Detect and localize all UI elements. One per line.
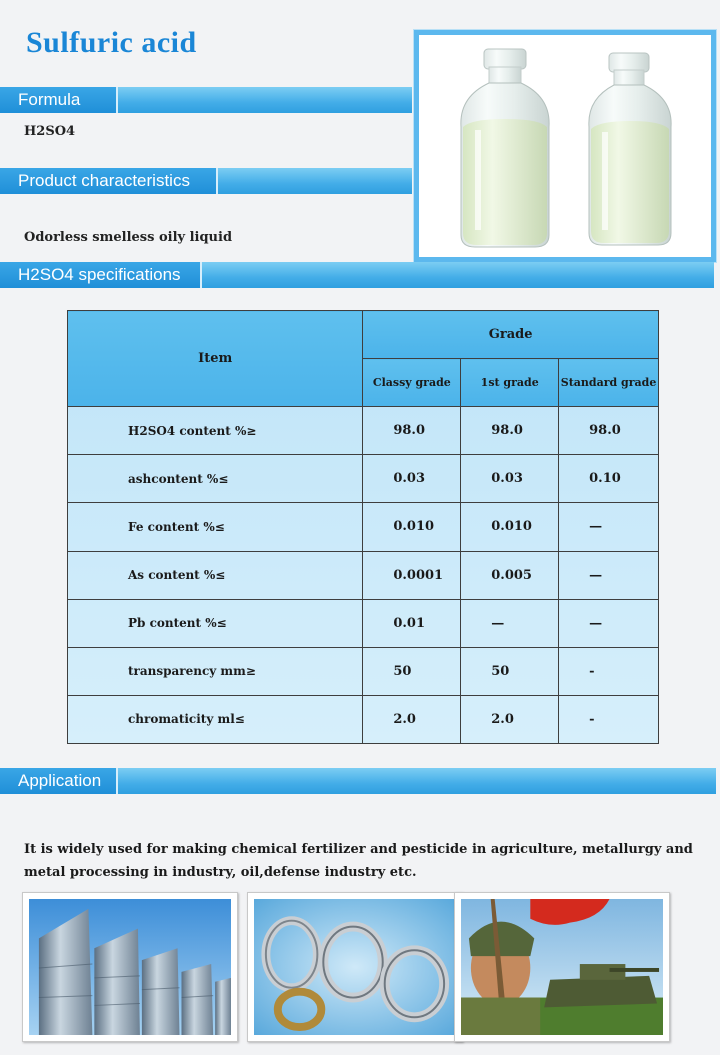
row-item: transparency mm≥ bbox=[68, 647, 363, 695]
row-value: — bbox=[559, 599, 659, 647]
application-heading: Application bbox=[0, 768, 118, 794]
specifications-table bbox=[67, 310, 659, 744]
product-photo bbox=[414, 30, 716, 262]
specifications-heading: H2SO4 specifications bbox=[0, 262, 202, 288]
row-value: 50 bbox=[461, 647, 559, 695]
row-value: 98.0 bbox=[559, 407, 659, 455]
bearings-photo bbox=[247, 892, 463, 1042]
row-value: 50 bbox=[363, 647, 461, 695]
grade-header: Grade bbox=[363, 311, 659, 359]
page-title: Sulfuric acid bbox=[26, 26, 197, 59]
row-value: 0.03 bbox=[461, 455, 559, 503]
row-value: - bbox=[559, 695, 659, 743]
formula-heading: Formula bbox=[0, 87, 118, 113]
defense-image bbox=[461, 899, 663, 1035]
row-item: chromaticity ml≤ bbox=[68, 695, 363, 743]
row-value: 0.10 bbox=[559, 455, 659, 503]
characteristics-text: Odorless smelless oily liquid bbox=[24, 230, 233, 245]
formula-value: H2SO4 bbox=[24, 124, 76, 139]
silo-photo bbox=[22, 892, 238, 1042]
row-item: Pb content %≤ bbox=[68, 599, 363, 647]
row-value: 0.03 bbox=[363, 455, 461, 503]
table-row bbox=[68, 503, 659, 551]
table-row bbox=[68, 407, 659, 455]
row-value: 2.0 bbox=[363, 695, 461, 743]
row-value: 0.01 bbox=[363, 599, 461, 647]
application-text: It is widely used for making chemical fertilizer and pesticide in agriculture, metallurgy and metal processing in industry, oil,defense industry etc. bbox=[24, 842, 693, 880]
row-item: As content %≤ bbox=[68, 551, 363, 599]
row-item: Fe content %≤ bbox=[68, 503, 363, 551]
defense-photo bbox=[454, 892, 670, 1042]
row-value: 0.010 bbox=[363, 503, 461, 551]
row-value: — bbox=[461, 599, 559, 647]
reagent-bottles-image bbox=[419, 35, 711, 257]
row-value: 2.0 bbox=[461, 695, 559, 743]
row-value: 0.0001 bbox=[363, 551, 461, 599]
table-row bbox=[68, 455, 659, 503]
grade-classy-header: Classy grade bbox=[363, 359, 461, 407]
row-value: — bbox=[559, 503, 659, 551]
row-item: ashcontent %≤ bbox=[68, 455, 363, 503]
table-row bbox=[68, 647, 659, 695]
grade-standard-header: Standard grade bbox=[559, 359, 659, 407]
row-value: — bbox=[559, 551, 659, 599]
bearings-image bbox=[254, 899, 456, 1035]
table-row bbox=[68, 599, 659, 647]
row-value: - bbox=[559, 647, 659, 695]
item-header: Item bbox=[68, 311, 363, 407]
silo-image bbox=[29, 899, 231, 1035]
table-row bbox=[68, 551, 659, 599]
row-value: 0.010 bbox=[461, 503, 559, 551]
row-item: H2SO4 content %≥ bbox=[68, 407, 363, 455]
row-value: 98.0 bbox=[363, 407, 461, 455]
table-row bbox=[68, 695, 659, 743]
row-value: 98.0 bbox=[461, 407, 559, 455]
grade-first-header: 1st grade bbox=[461, 359, 559, 407]
characteristics-heading: Product characteristics bbox=[0, 168, 218, 194]
row-value: 0.005 bbox=[461, 551, 559, 599]
